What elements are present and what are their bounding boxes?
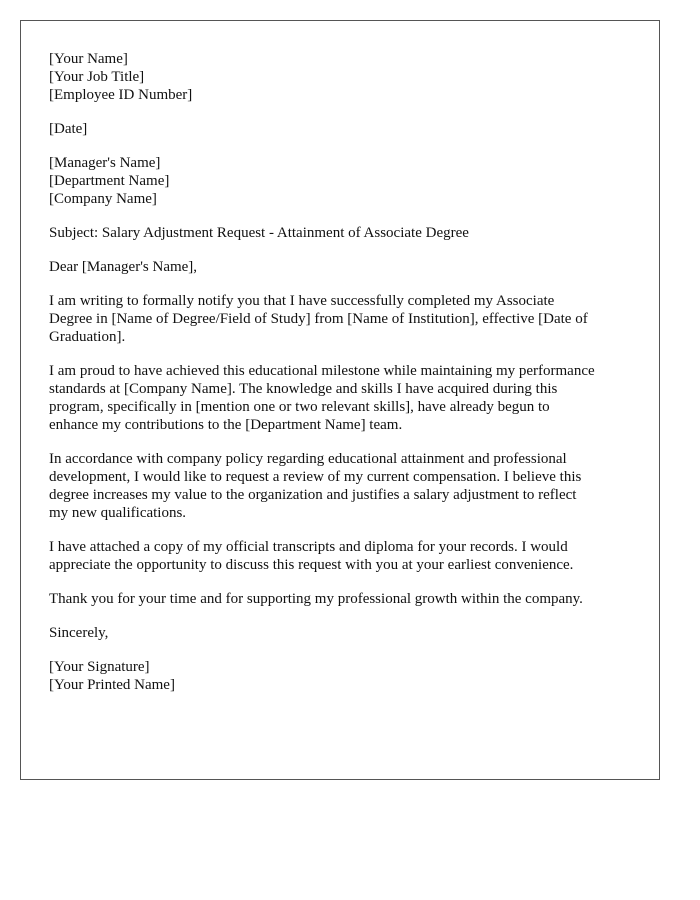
body-paragraph-5 [49, 590, 639, 608]
printed-name: [Your Printed Name] [49, 677, 175, 693]
letter-date: [Date] [49, 121, 88, 137]
body-line: I am proud to have achieved this educational milestone while maintaining my performance [49, 363, 595, 379]
recipient-company: [Company Name] [49, 191, 157, 207]
body-paragraph-3 [49, 450, 639, 522]
body-line: standards at [Company Name]. The knowledge and skills I have acquired during this [49, 381, 558, 397]
letter-page [20, 20, 660, 780]
body-paragraph-2 [49, 362, 639, 434]
signature-placeholder: [Your Signature] [49, 659, 150, 675]
body-line: Degree in [Name of Degree/Field of Study] from [Name of Institution], effective [Date of [49, 311, 588, 327]
sender-block [49, 50, 639, 104]
subject-block [49, 224, 639, 242]
body-line: Graduation]. [49, 329, 126, 345]
closing: Sincerely, [49, 625, 109, 641]
body-line: appreciate the opportunity to discuss this request with you at your earliest convenience. [49, 557, 574, 573]
body-line: enhance my contributions to the [Department Name] team. [49, 417, 403, 433]
body-line: Thank you for your time and for supporting my professional growth within the company. [49, 591, 583, 607]
body-paragraph-1 [49, 292, 639, 346]
salutation: Dear [Manager's Name], [49, 259, 198, 275]
closing-block [49, 624, 639, 642]
body-line: In accordance with company policy regarding educational attainment and professional [49, 451, 567, 467]
sender-job-title: [Your Job Title] [49, 69, 145, 85]
letter-content [49, 50, 639, 694]
body-line: I have attached a copy of my official transcripts and diploma for your records. I would [49, 539, 568, 555]
body-line: I am writing to formally notify you that I have successfully completed my Associate [49, 293, 555, 309]
date-block [49, 120, 639, 138]
recipient-department: [Department Name] [49, 173, 170, 189]
sender-employee-id: [Employee ID Number] [49, 87, 193, 103]
signature-block [49, 658, 639, 694]
recipient-manager-name: [Manager's Name] [49, 155, 161, 171]
subject-line: Subject: Salary Adjustment Request - Attainment of Associate Degree [49, 225, 469, 241]
body-line: development, I would like to request a review of my current compensation. I believe this [49, 469, 582, 485]
recipient-block [49, 154, 639, 208]
body-line: program, specifically in [mention one or two relevant skills], have already begun to [49, 399, 550, 415]
body-line: my new qualifications. [49, 505, 187, 521]
body-paragraph-4 [49, 538, 639, 574]
body-line: degree increases my value to the organization and justifies a salary adjustment to reflect [49, 487, 577, 503]
salutation-block [49, 258, 639, 276]
sender-name: [Your Name] [49, 51, 128, 67]
